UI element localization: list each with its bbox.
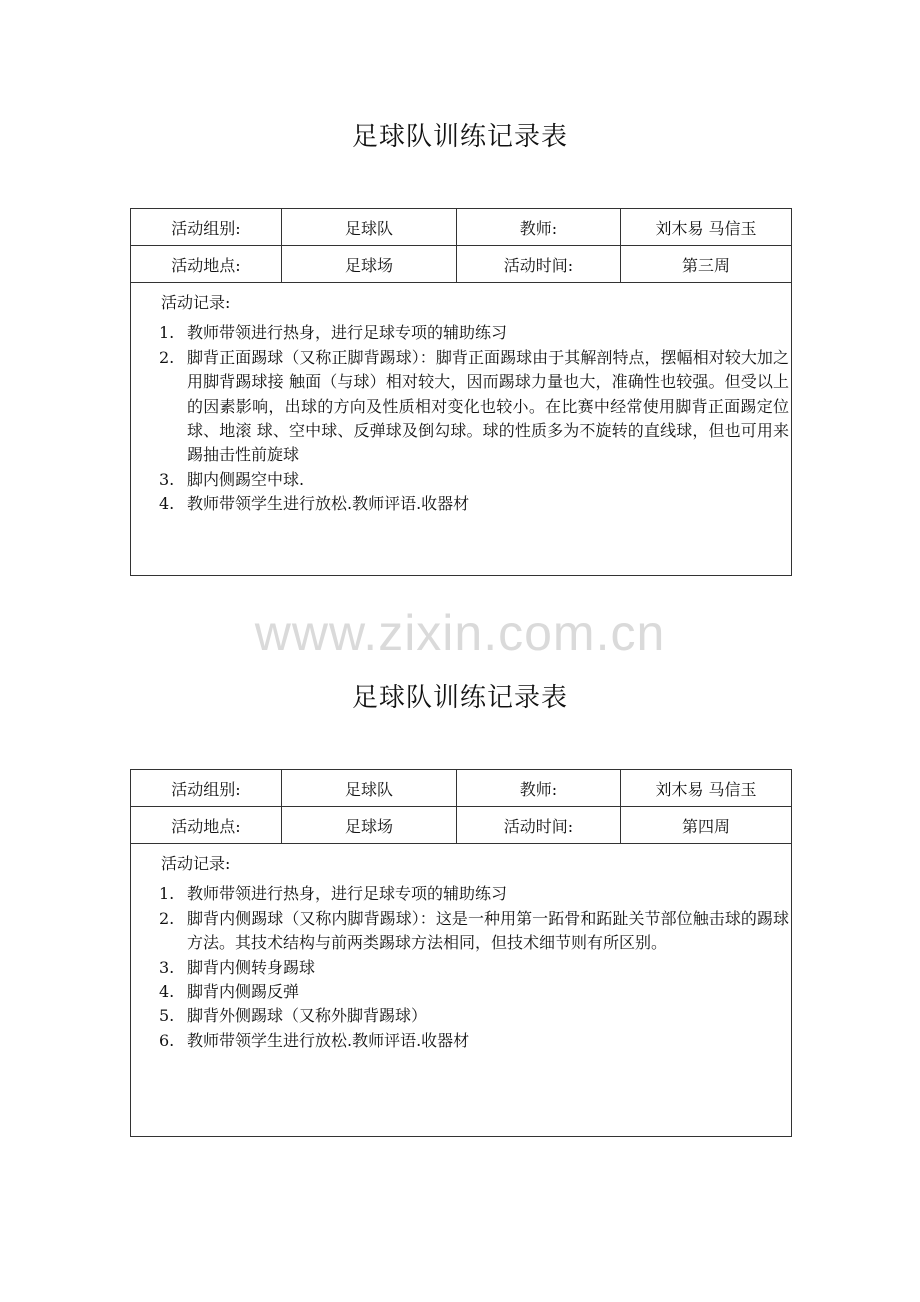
item-number: 4. bbox=[159, 982, 175, 1002]
activity-record bbox=[131, 283, 791, 517]
form-row-place bbox=[131, 807, 791, 844]
item-number: 3. bbox=[159, 957, 175, 977]
time-label: 活动时间: bbox=[457, 246, 621, 282]
list-item bbox=[131, 321, 791, 345]
record-label: 活动记录: bbox=[161, 293, 231, 312]
list-item bbox=[131, 346, 791, 468]
list-item bbox=[131, 980, 791, 1004]
group-value: 足球队 bbox=[282, 770, 457, 806]
record-form bbox=[130, 769, 792, 1137]
item-text: 教师带领学生进行放松.教师评语.收器材 bbox=[187, 1030, 470, 1050]
item-text: 脚背内侧踢球（又称内脚背踢球）：这是一种用第一跖骨和跖趾关节部位触击球的踢球方法。其技术结构与前两类踢球方法相同，但技术细节则有所区别。 bbox=[187, 908, 789, 953]
item-text: 脚背内侧转身踢球 bbox=[187, 957, 316, 977]
group-label: 活动组别: bbox=[131, 209, 282, 245]
place-value: 足球场 bbox=[282, 246, 457, 282]
time-value: 第三周 bbox=[681, 255, 730, 275]
item-text: 脚背正面踢球（又称正脚背踢球）：脚背正面踢球由于其解剖特点，摆幅相对较大加之用脚背踢球接 触面（与球）相对较大，因而踢球力量也大，准确性也较强。但受以上的因素影响，出球的方向及性质相对变化也较小。在比赛中经常使用脚背正面踢定位球、地滚 球、空中球、反弹球及倒勾球。球的性质多为不旋转的直线球，但也可用来踢抽击性前旋球 bbox=[187, 347, 789, 465]
item-number: 1. bbox=[159, 323, 175, 343]
group-label: 活动组别: bbox=[131, 770, 282, 806]
item-number: 1. bbox=[159, 884, 175, 904]
record-list bbox=[131, 321, 791, 516]
item-number: 2. bbox=[159, 347, 175, 367]
item-text: 教师带领学生进行放松.教师评语.收器材 bbox=[187, 494, 470, 514]
item-number: 4. bbox=[159, 494, 175, 514]
list-item bbox=[131, 882, 791, 906]
list-item bbox=[131, 1029, 791, 1053]
list-item bbox=[131, 492, 791, 516]
place-label: 活动地点: bbox=[131, 246, 282, 282]
group-value: 足球队 bbox=[282, 209, 457, 245]
item-text: 教师带领进行热身，进行足球专项的辅助练习 bbox=[187, 323, 508, 343]
time-value: 第四周 bbox=[681, 816, 730, 836]
teacher-value: 刘木易 马信玉 bbox=[655, 779, 757, 799]
record-list bbox=[131, 882, 791, 1053]
form-row-group bbox=[131, 770, 791, 807]
list-item bbox=[131, 956, 791, 980]
record-form bbox=[130, 208, 792, 576]
sheet-title: 足球队训练记录表 bbox=[351, 122, 568, 152]
item-number: 3. bbox=[159, 469, 175, 489]
teacher-label: 教师: bbox=[457, 209, 621, 245]
list-item bbox=[131, 907, 791, 956]
list-item bbox=[131, 468, 791, 492]
time-label: 活动时间: bbox=[457, 807, 621, 843]
place-label: 活动地点: bbox=[131, 807, 282, 843]
teacher-value: 刘木易 马信玉 bbox=[655, 218, 757, 238]
form-row-group bbox=[131, 209, 791, 246]
item-text: 脚背外侧踢球（又称外脚背踢球） bbox=[187, 1006, 428, 1026]
sheet-title: 足球队训练记录表 bbox=[351, 683, 568, 713]
record-label: 活动记录: bbox=[161, 854, 231, 873]
item-number: 6. bbox=[159, 1030, 175, 1050]
item-number: 2. bbox=[159, 908, 175, 928]
item-text: 脚背内侧踢反弹 bbox=[187, 982, 300, 1002]
form-row-place bbox=[131, 246, 791, 283]
list-item bbox=[131, 1004, 791, 1028]
activity-record bbox=[131, 844, 791, 1053]
item-text: 教师带领进行热身，进行足球专项的辅助练习 bbox=[187, 884, 508, 904]
item-text: 脚内侧踢空中球. bbox=[187, 469, 305, 489]
item-number: 5. bbox=[159, 1006, 175, 1026]
watermark: www.zixin.com.cn bbox=[254, 605, 666, 661]
teacher-label: 教师: bbox=[457, 770, 621, 806]
place-value: 足球场 bbox=[282, 807, 457, 843]
